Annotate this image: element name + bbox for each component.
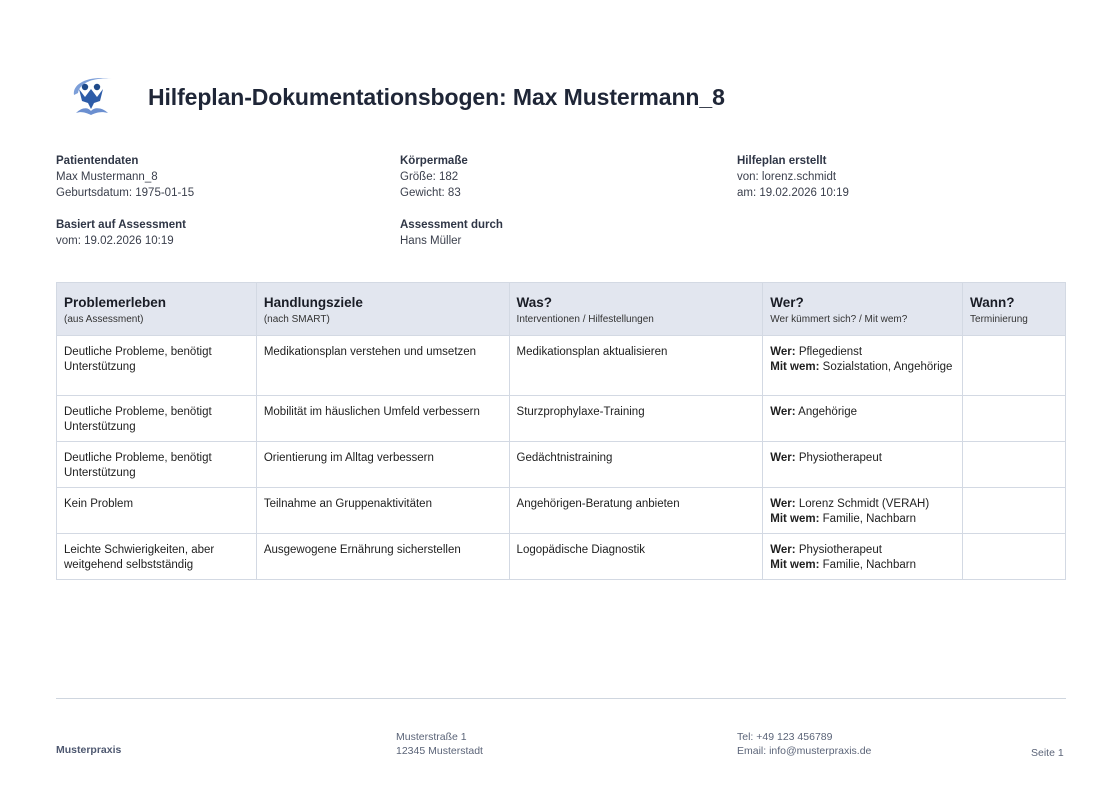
assessor-name: Hans Müller: [400, 235, 462, 247]
created-at: am: 19.02.2026 10:19: [737, 187, 849, 199]
cell-problem: Deutliche Probleme, benötigt Unterstützung: [57, 396, 257, 442]
table-row: [57, 488, 1066, 534]
column-header-who: Wer? Wer kümmert sich? / Mit wem?: [763, 283, 963, 336]
cell-when: [963, 534, 1066, 580]
body-label: Körpermaße: [400, 155, 468, 167]
cell-what: Logopädische Diagnostik: [509, 534, 763, 580]
footer-divider: [56, 698, 1066, 699]
cell-who: Wer: Physiotherapeut Mit wem: Familie, Nachbarn: [763, 534, 963, 580]
help-plan-table: [56, 282, 1066, 580]
patient-label: Patientendaten: [56, 155, 139, 167]
cell-goal: Orientierung im Alltag verbessern: [256, 442, 509, 488]
cell-what: Gedächtnistraining: [509, 442, 763, 488]
patient-name: Max Mustermann_8: [56, 171, 158, 183]
assessor-info: [400, 217, 503, 249]
footer-address: [396, 730, 483, 758]
plan-created-info: [737, 153, 849, 201]
cell-problem: Deutliche Probleme, benötigt Unterstützung: [57, 442, 257, 488]
cell-problem: Leichte Schwierigkeiten, aber weitgehend selbstständig: [57, 534, 257, 580]
assessor-label: Assessment durch: [400, 219, 503, 231]
care-people-logo-icon: [70, 73, 116, 117]
created-by: von: lorenz.schmidt: [737, 171, 837, 183]
cell-who: Wer: Physiotherapeut: [763, 442, 963, 488]
patient-info: [56, 153, 194, 201]
body-height: Größe: 182: [400, 171, 459, 183]
footer-practice-name: Musterpraxis: [56, 744, 122, 756]
footer-contact: [737, 730, 871, 758]
page-title: Hilfeplan-Dokumentationsbogen: Max Mustermann_8: [148, 84, 725, 110]
cell-when: [963, 336, 1066, 396]
cell-problem: Deutliche Probleme, benötigt Unterstützung: [57, 336, 257, 396]
assessment-date: vom: 19.02.2026 10:19: [56, 235, 174, 247]
footer-phone: Tel: +49 123 456789: [737, 731, 833, 743]
cell-what: Medikationsplan aktualisieren: [509, 336, 763, 396]
body-weight: Gewicht: 83: [400, 187, 461, 199]
assessment-info: [56, 217, 186, 249]
column-header-what: Was? Interventionen / Hilfestellungen: [509, 283, 763, 336]
column-header-goals: Handlungsziele (nach SMART): [256, 283, 509, 336]
cell-when: [963, 442, 1066, 488]
created-label: Hilfeplan erstellt: [737, 155, 827, 167]
table-header-row: [57, 283, 1066, 336]
table-row: [57, 336, 1066, 396]
cell-when: [963, 488, 1066, 534]
footer-street: Musterstraße 1: [396, 731, 467, 743]
cell-when: [963, 396, 1066, 442]
cell-goal: Ausgewogene Ernährung sicherstellen: [256, 534, 509, 580]
cell-who: Wer: Angehörige: [763, 396, 963, 442]
patient-birthdate: Geburtsdatum: 1975-01-15: [56, 187, 195, 199]
assessment-label: Basiert auf Assessment: [56, 219, 186, 231]
cell-goal: Teilnahme an Gruppenaktivitäten: [256, 488, 509, 534]
column-header-problem: Problemerleben (aus Assessment): [57, 283, 257, 336]
footer-email: Email: info@musterpraxis.de: [737, 745, 872, 757]
table-row: [57, 442, 1066, 488]
footer-page-number: Seite 1: [1031, 747, 1064, 759]
cell-problem: Kein Problem: [57, 488, 257, 534]
cell-what: Sturzprophylaxe-Training: [509, 396, 763, 442]
table-row: [57, 534, 1066, 580]
document-header: [70, 70, 725, 120]
footer-city: 12345 Musterstadt: [396, 745, 483, 757]
body-measurements: [400, 153, 468, 201]
cell-goal: Mobilität im häuslichen Umfeld verbessern: [256, 396, 509, 442]
cell-who: Wer: Pflegedienst Mit wem: Sozialstation, Angehörige: [763, 336, 963, 396]
cell-goal: Medikationsplan verstehen und umsetzen: [256, 336, 509, 396]
column-header-when: Wann? Terminierung: [963, 283, 1066, 336]
table-row: [57, 396, 1066, 442]
cell-who: Wer: Lorenz Schmidt (VERAH) Mit wem: Familie, Nachbarn: [763, 488, 963, 534]
cell-what: Angehörigen-Beratung anbieten: [509, 488, 763, 534]
